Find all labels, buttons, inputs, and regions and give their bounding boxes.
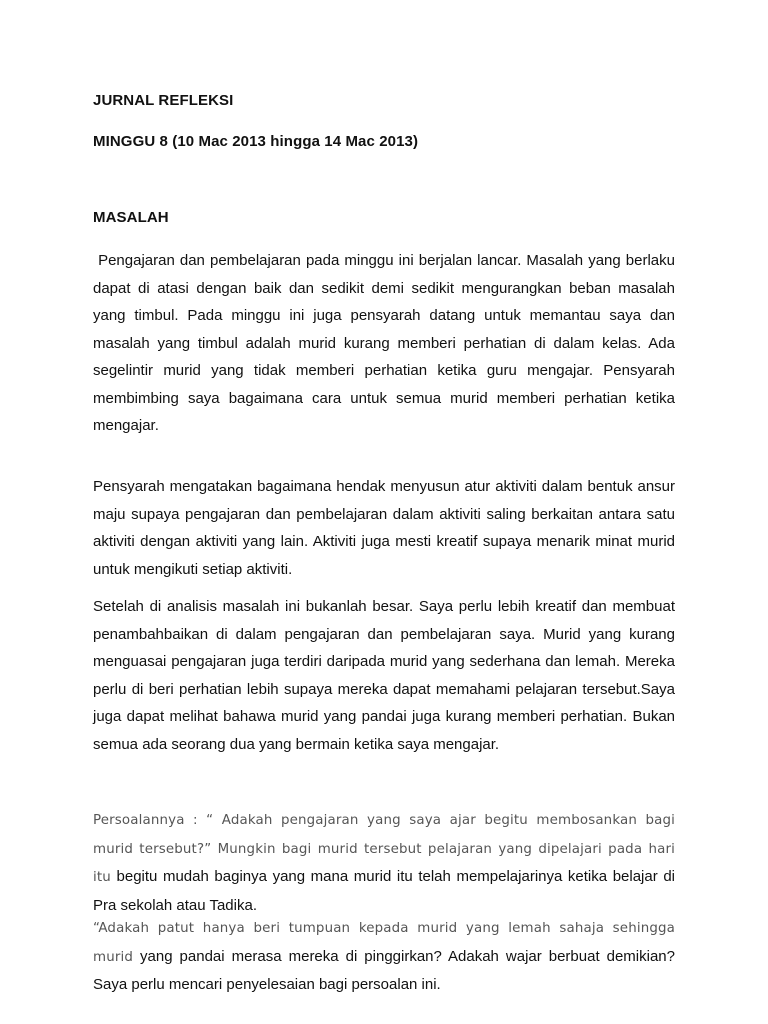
closing-light-text: “Adakah patut hanya beri tumpuan kepada murid yang lemah sahaja sehingga murid (93, 921, 675, 965)
closing-paragraph (93, 914, 675, 999)
paragraph-2: Pensyarah mengatakan bagaimana hendak menyusun atur aktiviti dalam bentuk ansur maju supaya pengajaran dan pembelajaran dalam aktiviti saling berkaitan antara satu aktiviti dengan aktiviti yang lain. Aktiviti juga mesti kreatif supaya menarik minat murid untuk mengikuti setiap aktiviti. (93, 478, 675, 578)
question-normal-text: begitu mudah baginya yang mana murid itu telah mempelajarinya ketika belajar di Pra sekolah atau Tadika. (93, 868, 675, 914)
question-paragraph (93, 806, 675, 919)
paragraph-3: Setelah di analisis masalah ini bukanlah besar. Saya perlu lebih kreatif dan membuat penambahbaikan di dalam pengajaran dan pembelajaran saya. Murid yang kurang menguasai pengajaran juga terdiri daripada murid yang sederhana dan lemah. Mereka perlu di beri perhatian lebih supaya mereka dapat memahami pelajaran tersebut.Saya juga dapat melihat bahawa murid yang pandai juga kurang memberi perhatian. Bukan semua ada seorang dua yang bermain ketika saya mengajar. (93, 598, 675, 753)
document-title: JURNAL REFLEKSI (93, 92, 234, 109)
closing-normal-text: yang pandai merasa mereka di pinggirkan? Adakah wajar berbuat demikian? Saya perlu mencari penyelesaian bagi persoalan ini. (93, 947, 675, 993)
week-heading: MINGGU 8 (10 Mac 2013 hingga 14 Mac 2013) (93, 133, 419, 150)
question-light-text: Persoalannya : “ Adakah pengajaran yang saya ajar begitu membosankan bagi murid tersebut?” Mungkin bagi murid tersebut pelajaran yang dipelajari pada hari itu (93, 813, 675, 885)
paragraph-1: Pengajaran dan pembelajaran pada minggu ini berjalan lancar. Masalah yang berlaku dapat di atasi dengan baik dan sedikit demi sedikit mengurangkan beban masalah yang timbul. Pada minggu ini juga pensyarah datang untuk memantau saya dan masalah yang timbul adalah murid kurang memberi perhatian di dalam kelas. Ada segelintir murid yang tidak memberi perhatian ketika guru mengajar. Pensyarah membimbing saya bagaimana cara untuk semua murid memberi perhatian ketika mengajar. (93, 252, 680, 434)
section-heading-masalah: MASALAH (93, 209, 169, 226)
